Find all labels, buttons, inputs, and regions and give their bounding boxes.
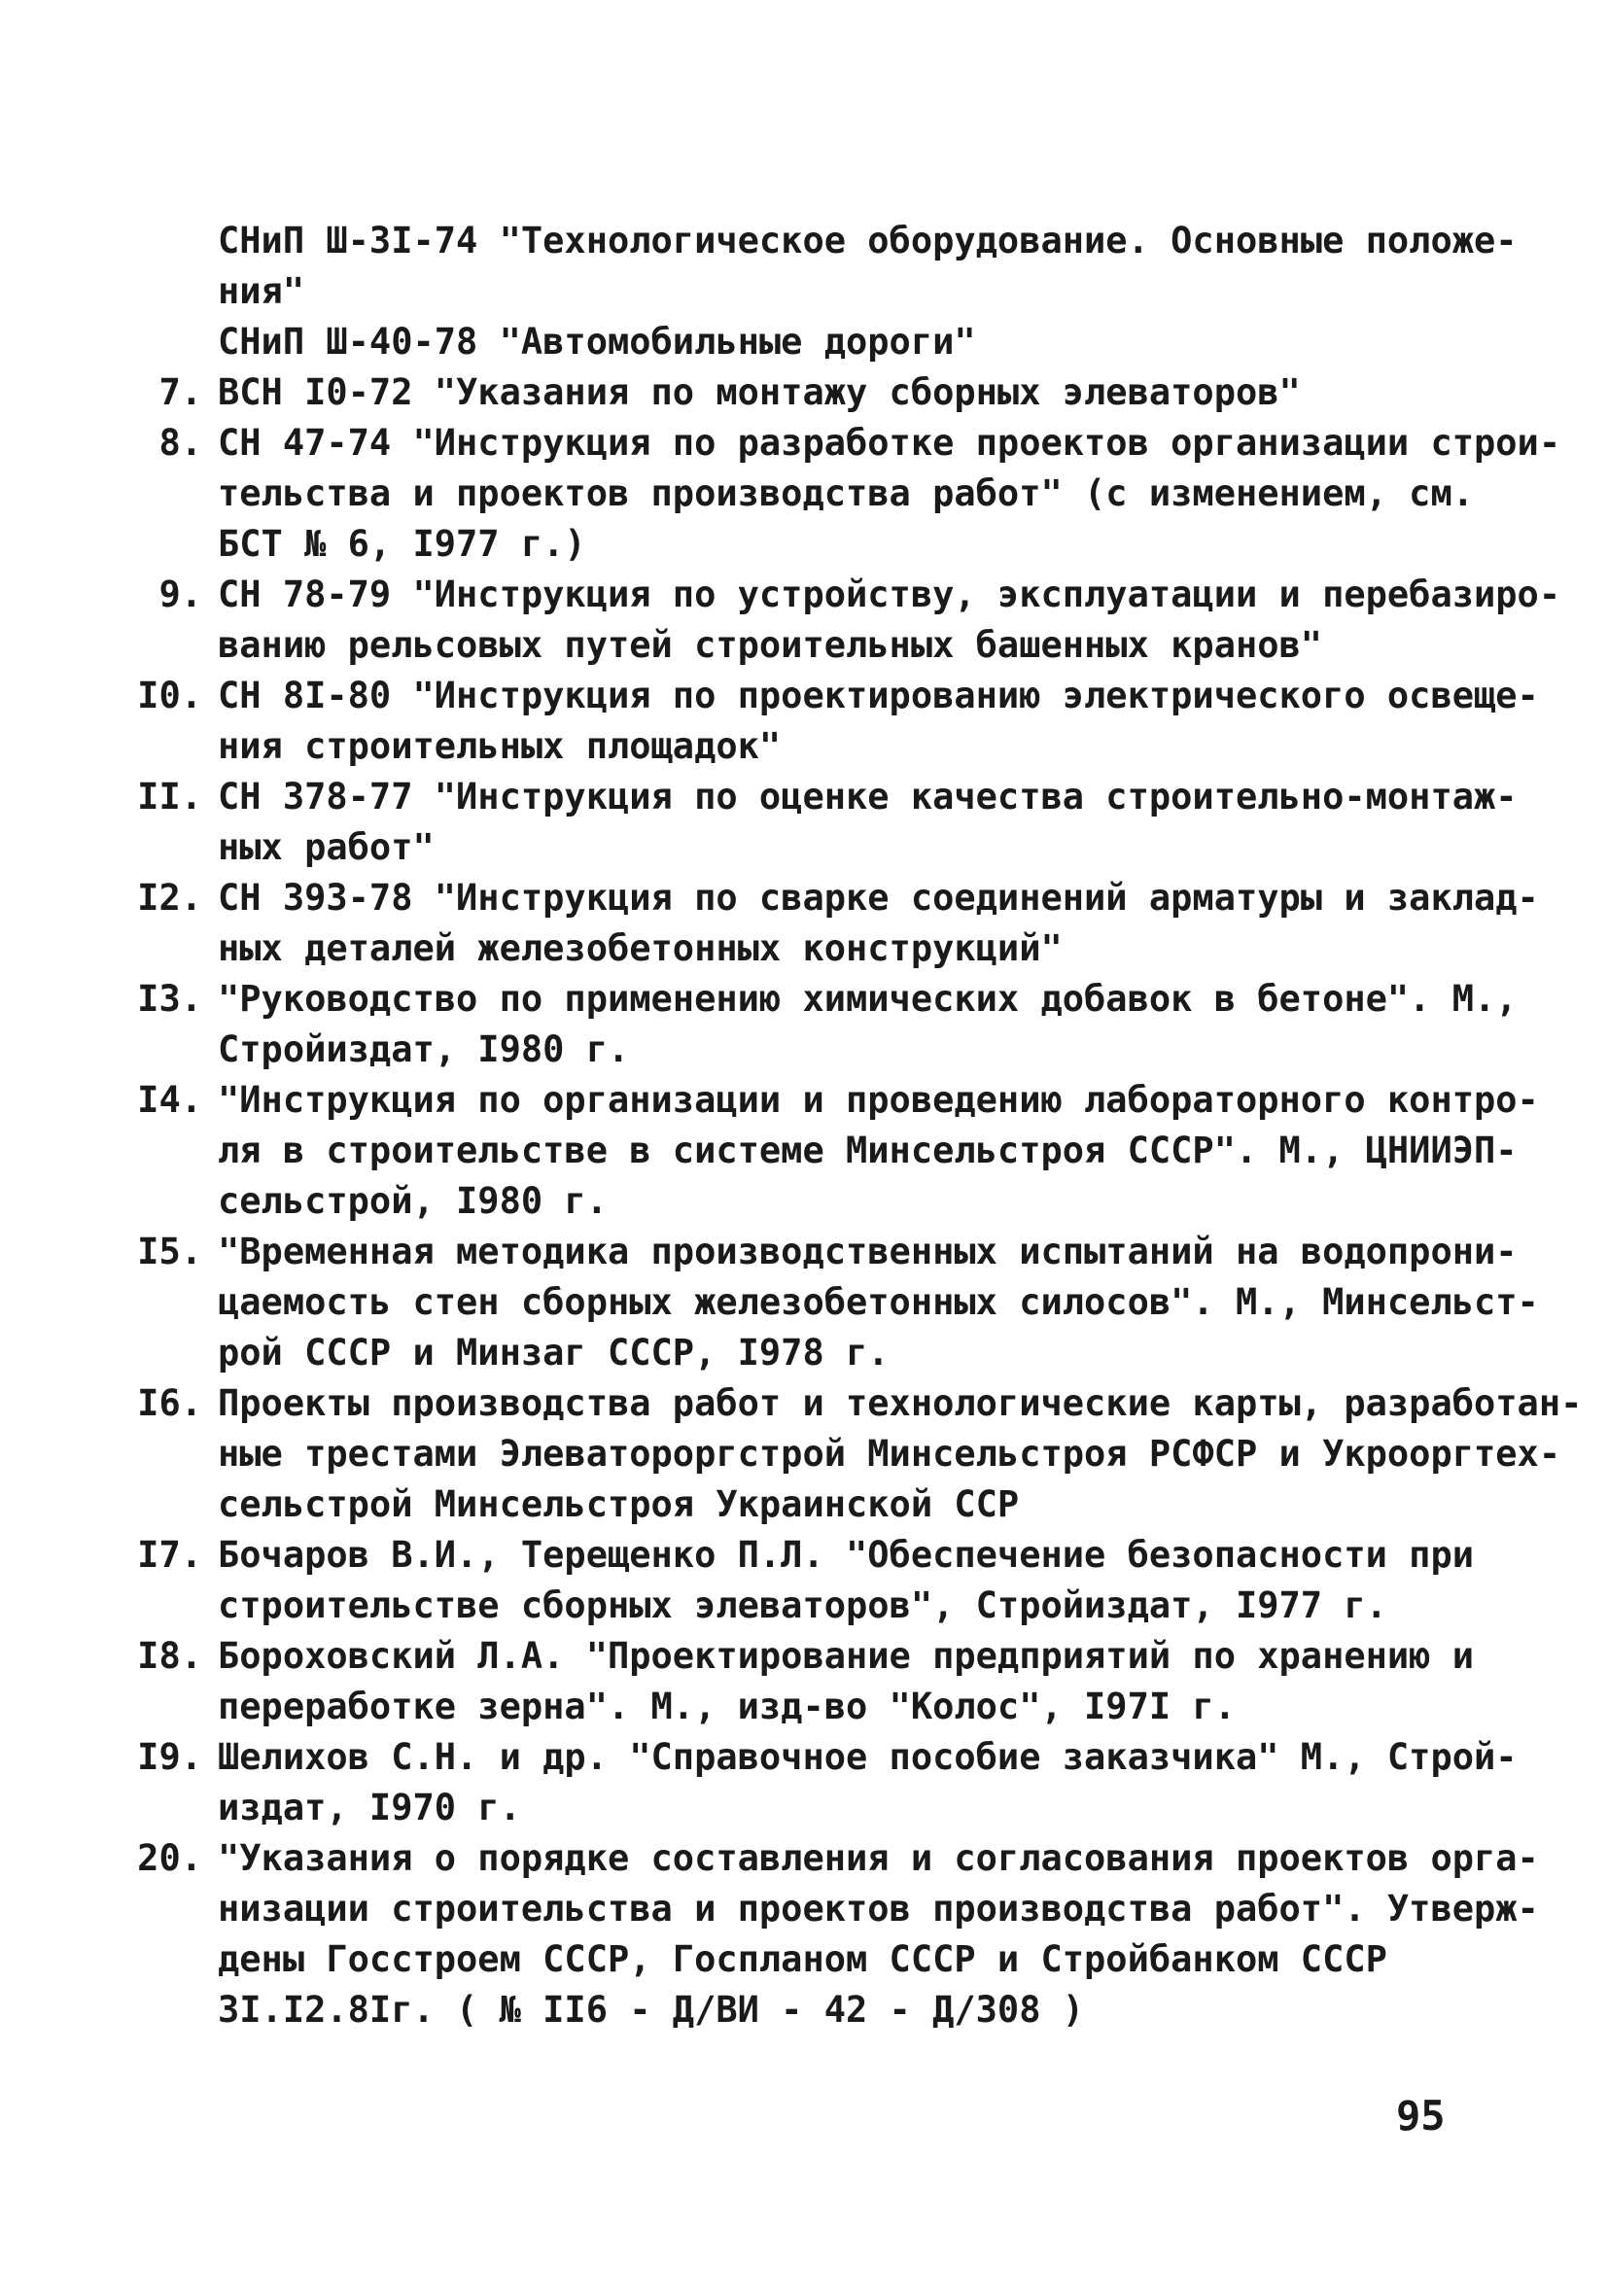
reference-line: низации строительства и проектов производства работ". Утверж- bbox=[218, 1888, 1539, 1930]
reference-item bbox=[117, 671, 1539, 772]
reference-text bbox=[218, 974, 1536, 1075]
reference-text bbox=[218, 418, 1560, 570]
reference-number: I6. bbox=[137, 1382, 202, 1424]
reference-line: СН 8I-80 "Инструкция по проектированию электрического освеще- bbox=[218, 675, 1539, 716]
reference-text bbox=[218, 1732, 1536, 1833]
reference-item bbox=[117, 418, 1561, 570]
reference-line: ных работ" bbox=[218, 826, 435, 868]
reference-number: I5. bbox=[137, 1231, 202, 1272]
reference-number: I2. bbox=[137, 877, 202, 919]
reference-text bbox=[218, 772, 1536, 873]
reference-line: ния строительных площадок" bbox=[218, 725, 782, 767]
reference-line: "Руководство по применению химических добавок в бетоне". М., bbox=[218, 978, 1518, 1020]
reference-line: СН 393-78 "Инструкция по сварке соединений арматуры и заклад- bbox=[218, 877, 1539, 919]
reference-text bbox=[218, 671, 1539, 772]
reference-line: дены Госстроем СССР, Госпланом СССР и Стройбанком СССР bbox=[218, 1938, 1387, 1980]
reference-item bbox=[117, 873, 1539, 974]
reference-line: издат, I970 г. bbox=[218, 1787, 521, 1828]
reference-item bbox=[117, 367, 1536, 418]
reference-item bbox=[117, 1075, 1539, 1227]
reference-item bbox=[117, 1227, 1539, 1378]
reference-number: I3. bbox=[137, 978, 202, 1020]
reference-number: 9. bbox=[158, 574, 202, 615]
reference-line: СНиП Ш-3I-74 "Технологическое оборудование. Основные положе- bbox=[218, 220, 1518, 261]
reference-line: сельстрой Минсельстроя Украинской ССР bbox=[218, 1483, 1020, 1525]
reference-line: цаемость стен сборных железобетонных силосов". М., Минсельст- bbox=[218, 1281, 1539, 1323]
reference-item bbox=[117, 1732, 1536, 1833]
reference-text bbox=[218, 1227, 1539, 1378]
reference-item bbox=[117, 772, 1536, 873]
reference-line: 3I.I2.8Iг. ( № II6 - Д/ВИ - 42 - Д/308 ) bbox=[218, 1989, 1085, 2031]
reference-line: ные трестами Элеватороргстрой Минсельстроя РСФСР и Укрооргтех- bbox=[218, 1433, 1561, 1475]
reference-line: СН 378-77 "Инструкция по оценке качества строительно-монтаж- bbox=[218, 776, 1518, 818]
reference-text bbox=[218, 1631, 1536, 1732]
reference-line: СН 78-79 "Инструкция по устройству, эксплуатации и перебазиро- bbox=[218, 574, 1561, 615]
reference-number: I9. bbox=[137, 1736, 202, 1778]
reference-item bbox=[117, 1631, 1536, 1732]
reference-number: I8. bbox=[137, 1635, 202, 1677]
reference-line: Бочаров В.И., Терещенко П.Л. "Обеспечение безопасности при bbox=[218, 1534, 1475, 1576]
page-number: 95 bbox=[1396, 2092, 1446, 2139]
reference-line: Шелихов С.Н. и др. "Справочное пособие заказчика" М., Строй- bbox=[218, 1736, 1518, 1778]
reference-line: СНиП Ш-40-78 "Автомобильные дороги" bbox=[218, 321, 976, 363]
reference-line: ния" bbox=[218, 270, 305, 312]
reference-line: рой СССР и Минзаг СССР, I978 г. bbox=[218, 1332, 890, 1374]
reference-line: Стройиздат, I980 г. bbox=[218, 1028, 630, 1070]
reference-line: СН 47-74 "Инструкция по разработке проектов организации строи- bbox=[218, 422, 1561, 464]
reference-number: II. bbox=[137, 776, 202, 818]
reference-number: 20. bbox=[137, 1837, 202, 1879]
reference-item bbox=[117, 216, 1536, 367]
reference-text bbox=[218, 1378, 1582, 1530]
reference-item bbox=[117, 974, 1536, 1075]
reference-item bbox=[117, 1530, 1536, 1631]
reference-line: переработке зерна". М., изд-во "Колос", I97I г. bbox=[218, 1686, 1236, 1727]
reference-number: I7. bbox=[137, 1534, 202, 1576]
reference-text bbox=[218, 216, 1536, 367]
reference-text bbox=[218, 1530, 1536, 1631]
reference-line: сельстрой, I980 г. bbox=[218, 1180, 608, 1222]
reference-line: "Временная методика производственных испытаний на водопрони- bbox=[218, 1231, 1518, 1272]
reference-line: Бороховский Л.А. "Проектирование предприятий по хранению и bbox=[218, 1635, 1475, 1677]
reference-line: БСТ № 6, I977 г.) bbox=[218, 523, 586, 565]
reference-line: ВСН I0-72 "Указания по монтажу сборных элеваторов" bbox=[218, 371, 1301, 413]
reference-line: строительстве сборных элеваторов", Стройиздат, I977 г. bbox=[218, 1584, 1387, 1626]
reference-text bbox=[218, 1833, 1539, 2035]
reference-item bbox=[117, 570, 1561, 671]
reference-text bbox=[218, 873, 1539, 974]
reference-number: 7. bbox=[158, 371, 202, 413]
reference-line: "Инструкция по организации и проведению лабораторного контро- bbox=[218, 1079, 1539, 1121]
reference-line: ванию рельсовых путей строительных башенных кранов" bbox=[218, 624, 1323, 666]
reference-number: 8. bbox=[158, 422, 202, 464]
reference-list bbox=[117, 216, 1583, 2035]
reference-line: "Указания о порядке составления и согласования проектов орга- bbox=[218, 1837, 1539, 1879]
reference-text bbox=[218, 1075, 1539, 1227]
reference-number: I0. bbox=[137, 675, 202, 716]
reference-line: ных деталей железобетонных конструкций" bbox=[218, 927, 1063, 969]
reference-item bbox=[117, 1378, 1583, 1530]
reference-number: I4. bbox=[137, 1079, 202, 1121]
reference-text bbox=[218, 367, 1536, 418]
reference-number bbox=[117, 216, 218, 367]
reference-text bbox=[218, 570, 1560, 671]
reference-item bbox=[117, 1833, 1539, 2035]
reference-line: Проекты производства работ и технологические карты, разработан- bbox=[218, 1382, 1583, 1424]
reference-line: ля в строительстве в системе Минсельстроя СССР". М., ЦНИИЭП- bbox=[218, 1130, 1518, 1171]
reference-line: тельства и проектов производства работ" (с изменением, см. bbox=[218, 472, 1475, 514]
